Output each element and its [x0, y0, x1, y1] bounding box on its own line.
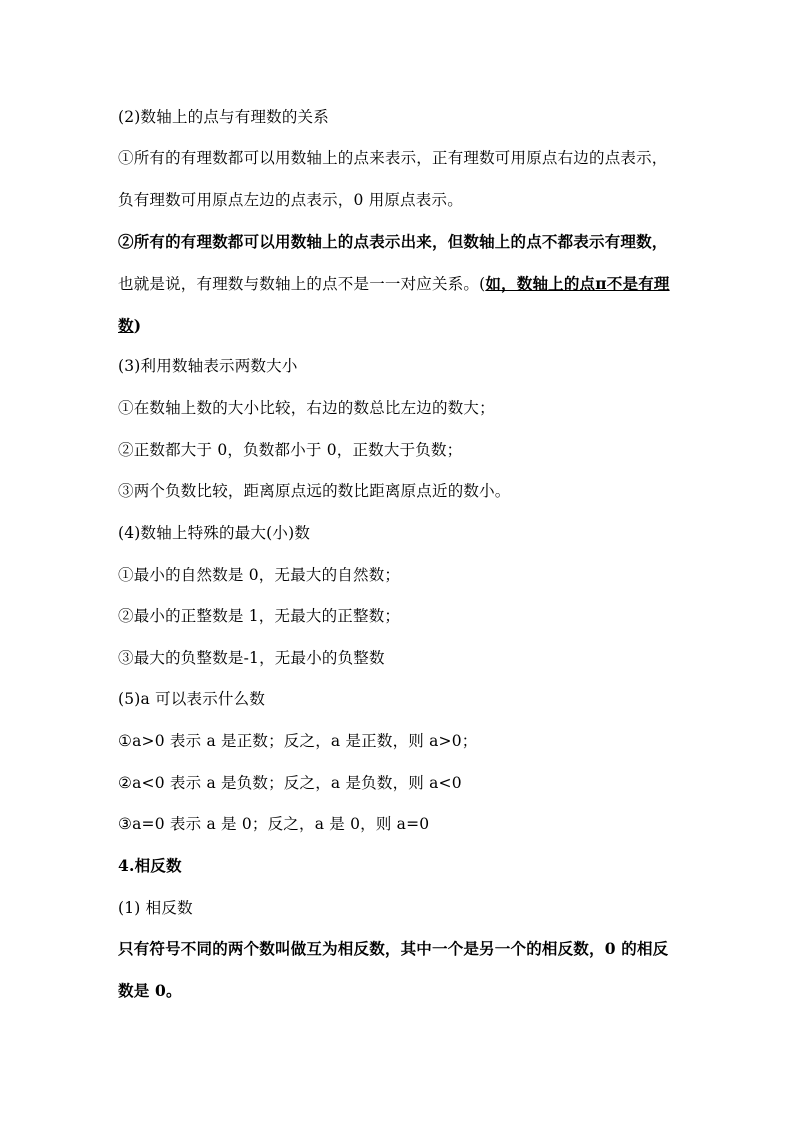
subsection-heading-what-a-represents: (5)a 可以表示什么数 — [118, 690, 266, 708]
subsection-heading-opposite: (1) 相反数 — [118, 899, 193, 917]
list-item: ①a>0 表示 a 是正数；反之，a 是正数，则 a>0； — [118, 732, 478, 750]
list-item: ③最大的负整数是-1，无最小的负整数 — [118, 649, 385, 667]
paragraph-line — [118, 274, 670, 294]
list-item: ②a<0 表示 a 是负数；反之，a 是负数，则 a<0 — [118, 774, 462, 792]
bold-definition-line: 只有符号不同的两个数叫做互为相反数，其中一个是另一个的相反数，0 的相反 — [118, 939, 669, 958]
pi-example-note: 如，数轴上的点π不是有理 — [485, 274, 670, 293]
bold-definition-line: 数是 0。 — [118, 981, 182, 1000]
closing-paren: ) — [133, 316, 142, 335]
paragraph-line — [118, 316, 141, 336]
list-item: ②最小的正整数是 1，无最大的正整数； — [118, 607, 401, 625]
list-item: ①在数轴上数的大小比较，右边的数总比左边的数大； — [118, 399, 495, 417]
subsection-heading-compare: (3)利用数轴表示两数大小 — [118, 357, 298, 375]
pi-example-note-end: 数 — [118, 316, 134, 335]
paragraph-text: 也就是说，有理数与数轴上的点不是一一对应关系。( — [118, 275, 486, 293]
paragraph-line: 负有理数可用原点左边的点表示，0 用原点表示。 — [118, 191, 463, 209]
subsection-heading-special-numbers: (4)数轴上特殊的最大(小)数 — [118, 524, 311, 542]
subsection-heading-points-and-rationals: (2)数轴上的点与有理数的关系 — [118, 108, 329, 126]
list-item: ③a=0 表示 a 是 0；反之，a 是 0，则 a=0 — [118, 815, 430, 833]
list-item: ③两个负数比较，距离原点远的数比距离原点近的数小。 — [118, 482, 511, 500]
list-item: ②正数都大于 0，负数都小于 0，正数大于负数； — [118, 441, 463, 459]
paragraph-line: ①所有的有理数都可以用数轴上的点来表示，正有理数可用原点右边的点表示， — [118, 149, 668, 167]
list-item: ①最小的自然数是 0，无最大的自然数； — [118, 566, 401, 584]
bold-paragraph-line: ②所有的有理数都可以用数轴上的点表示出来，但数轴上的点不都表示有理数， — [118, 232, 668, 251]
section-heading-opposite-numbers: 4.相反数 — [118, 856, 182, 875]
